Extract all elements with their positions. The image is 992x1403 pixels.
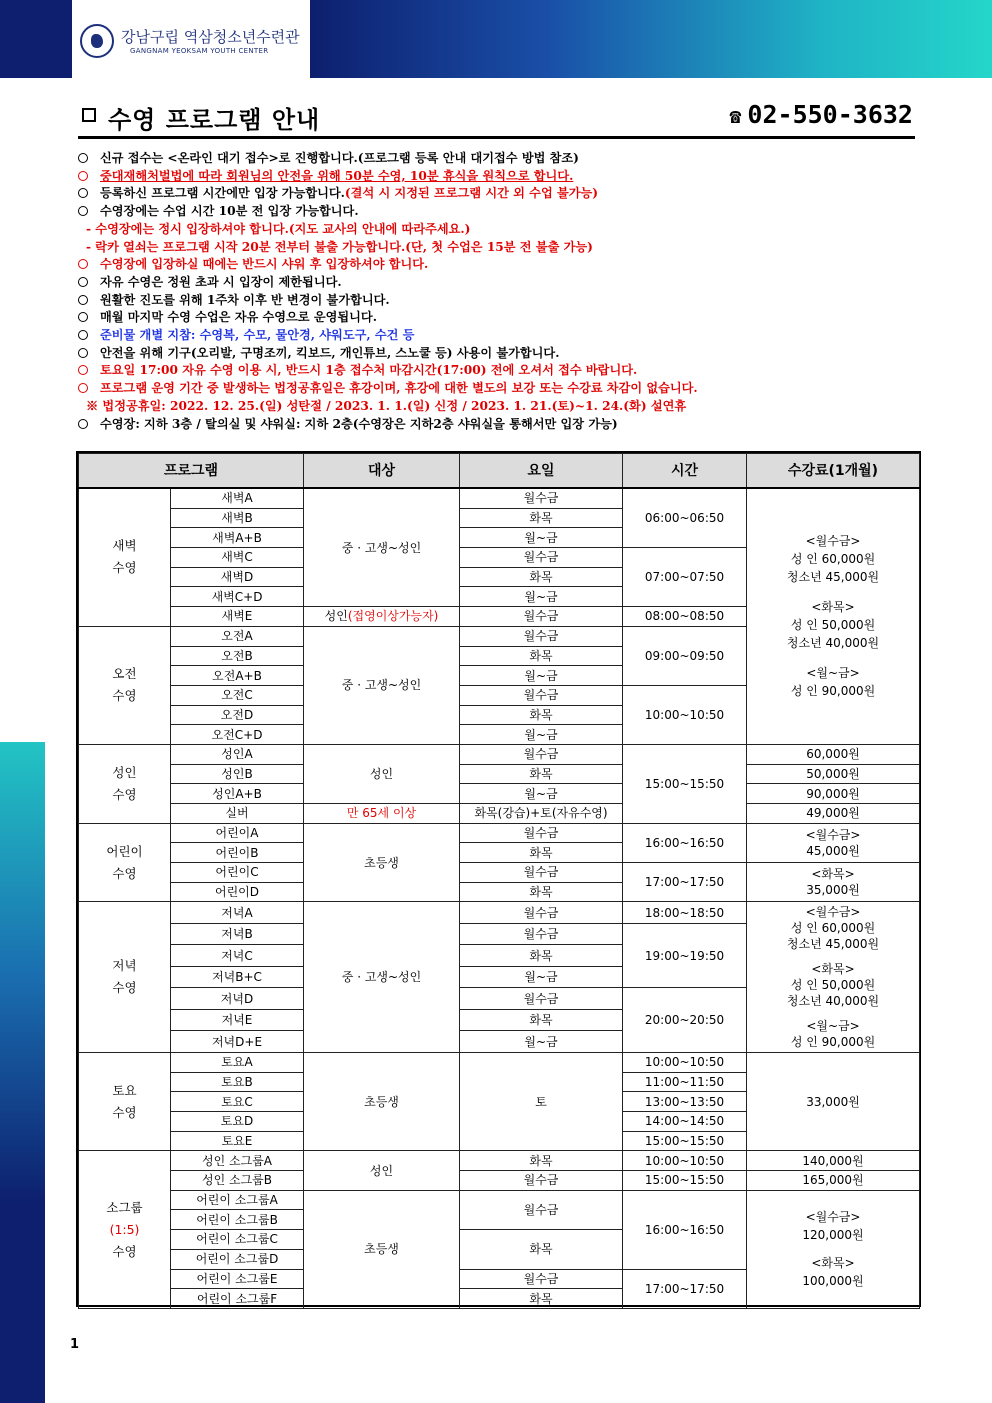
table-cell: 33,000원: [747, 1052, 920, 1150]
table-cell: 새벽E: [171, 607, 304, 627]
notice-item: 중대재해처벌법에 따라 회원님의 안전을 위해 50분 수영, 10분 휴식을 원칙으로 합니다.: [76, 168, 946, 186]
table-cell: 10:00~10:50: [623, 1052, 747, 1072]
table-row: [79, 823, 920, 843]
table-cell: 화목: [460, 945, 623, 967]
circle-bullet-icon: [78, 153, 88, 163]
schedule-table-frame: [76, 451, 921, 1307]
side-gradient-bar: [0, 742, 45, 1403]
table-cell: 화목: [460, 1009, 623, 1031]
table-cell: 월~금: [460, 784, 623, 804]
table-cell: 20:00~20:50: [623, 988, 747, 1053]
table-cell: 165,000원: [747, 1171, 920, 1191]
circle-bullet-icon: [78, 365, 88, 375]
table-cell: 월수금: [460, 902, 623, 924]
table-cell: 11:00~11:50: [623, 1072, 747, 1092]
table-cell: 90,000원: [747, 784, 920, 804]
table-cell: 15:00~15:50: [623, 744, 747, 823]
circle-bullet-icon: [78, 295, 88, 305]
table-cell: 실버: [171, 804, 304, 824]
table-cell: 성인 소그룹A: [171, 1151, 304, 1171]
table-cell: 09:00~09:50: [623, 626, 747, 685]
table-cell: 초등생: [304, 823, 460, 902]
notice-item: 신규 접수는 <온라인 대기 접수>로 진행합니다.(프로그램 등록 안내 대기접수 방법 참조): [76, 150, 946, 168]
table-cell: 19:00~19:50: [623, 923, 747, 988]
table-cell: 화목: [460, 1289, 623, 1309]
table-cell: 월수금: [460, 863, 623, 883]
table-cell: 성인: [304, 1151, 460, 1190]
col-header-target: 대상: [304, 454, 460, 489]
table-cell: 17:00~17:50: [623, 863, 747, 902]
group-adult: 성인 수영: [79, 744, 171, 823]
table-cell: 화목: [460, 567, 623, 587]
table-cell: 화목: [460, 646, 623, 666]
table-cell: 어린이 소그룹F: [171, 1289, 304, 1309]
table-cell: 어린이 소그룹B: [171, 1210, 304, 1230]
page-number: 1: [70, 1337, 80, 1352]
table-cell: 어린이 소그룹A: [171, 1190, 304, 1210]
circle-bullet-icon: [78, 383, 88, 393]
table-cell: 오전B: [171, 646, 304, 666]
table-cell: 월수금: [460, 685, 623, 705]
table-cell: 저녁B+C: [171, 966, 304, 988]
notice-item: 안전을 위해 기구(오리발, 구명조끼, 킥보드, 개인튜브, 스노쿨 등) 사용이 불가합니다.: [76, 345, 946, 363]
notice-item: 준비물 개별 지참: 수영복, 수모, 물안경, 샤워도구, 수건 등: [76, 327, 946, 345]
table-cell: 140,000원: [747, 1151, 920, 1171]
table-cell: 월수금: [460, 1269, 623, 1289]
table-cell: 월수금: [460, 1171, 623, 1191]
notice-subitem: - 수영장에는 정시 입장하셔야 합니다.(지도 교사의 안내에 따라주세요.): [86, 221, 471, 236]
notice-list: [76, 150, 946, 433]
table-cell: 월수금: [460, 988, 623, 1010]
table-cell: 화목: [460, 1230, 623, 1269]
group-morning: 오전 수영: [79, 626, 171, 744]
table-cell: 13:00~13:50: [623, 1092, 747, 1112]
holiday-note: ※ 법정공휴일: 2022. 12. 25.(일) 성탄절 / 2023. 1. 1.(일) 신정 / 2023. 1. 21.(토)~1. 24.(화) 설연휴: [86, 398, 687, 413]
table-cell: 07:00~07:50: [623, 548, 747, 607]
table-cell: 월~금: [460, 1031, 623, 1053]
table-cell: 어린이 소그룹C: [171, 1230, 304, 1250]
fee-cell-evening: <월수금> 성 인 60,000원 청소년 45,000원 <화목> 성 인 50,000원 청소년 40,000원 <월~금> 성 인 90,000원: [747, 902, 920, 1053]
notice-item: 수영장: 지하 3층 / 탈의실 및 샤워실: 지하 2층(수영장은 지하2층 샤워실을 통해서만 입장 가능): [76, 416, 946, 434]
circle-bullet-icon: [78, 312, 88, 322]
circle-bullet-icon: [78, 171, 88, 181]
table-row: [79, 1151, 920, 1171]
circle-bullet-icon: [78, 188, 88, 198]
table-cell: 새벽C+D: [171, 587, 304, 607]
org-name-korean: 강남구립 역삼청소년수련관: [121, 28, 300, 46]
class-name: 새벽A: [171, 488, 304, 508]
table-cell: 월수금: [460, 607, 623, 627]
table-cell: 저녁E: [171, 1009, 304, 1031]
target-cell-experienced: 성인(접영이상가능자): [304, 607, 460, 627]
table-cell: 성인 소그룹B: [171, 1171, 304, 1191]
table-cell: 화목: [460, 764, 623, 784]
notice-item: 프로그램 운영 기간 중 발생하는 법정공휴일은 휴강이며, 휴강에 대한 별도의 보강 또는 수강료 차감이 없습니다.: [76, 380, 946, 398]
center-logo-seal: [80, 24, 114, 58]
table-cell: 49,000원: [747, 804, 920, 824]
time-cell: 06:00~06:50: [623, 488, 747, 548]
table-cell: 새벽C: [171, 548, 304, 568]
table-row: [79, 764, 920, 784]
telephone-icon: ☎: [729, 104, 742, 128]
table-cell: 중 · 고생~성인: [304, 902, 460, 1053]
table-cell: 새벽B: [171, 508, 304, 528]
table-cell: 50,000원: [747, 764, 920, 784]
table-cell: 오전A: [171, 626, 304, 646]
table-cell: 17:00~17:50: [623, 1269, 747, 1308]
table-row: [79, 1190, 920, 1210]
group-evening: 저녁 수영: [79, 902, 171, 1053]
table-cell: 저녁A: [171, 902, 304, 924]
table-cell: 월수금: [460, 626, 623, 646]
table-cell: 초등생: [304, 1052, 460, 1150]
table-cell: 토요E: [171, 1131, 304, 1151]
table-row: [79, 1171, 920, 1191]
table-cell: 08:00~08:50: [623, 607, 747, 627]
table-cell: 어린이 소그룹D: [171, 1249, 304, 1269]
table-cell: 15:00~15:50: [623, 1171, 747, 1191]
group-dawn: 새벽 수영: [79, 488, 171, 626]
col-header-fee: 수강료(1개월): [747, 454, 920, 489]
table-cell: 16:00~16:50: [623, 1190, 747, 1269]
table-cell: 오전C: [171, 685, 304, 705]
table-cell: 토: [460, 1052, 623, 1150]
circle-bullet-icon: [78, 330, 88, 340]
table-cell: 월~금: [460, 587, 623, 607]
table-row: [79, 902, 920, 924]
table-cell: 월수금: [460, 548, 623, 568]
table-cell: 화목: [460, 843, 623, 863]
target-cell: 중 · 고생~성인: [304, 488, 460, 607]
table-cell: 16:00~16:50: [623, 823, 747, 862]
page-title: 수영 프로그램 안내: [108, 106, 321, 134]
table-cell: 새벽D: [171, 567, 304, 587]
table-cell: 어린이B: [171, 843, 304, 863]
table-row: [79, 863, 920, 883]
phone-text: 02-550-3632: [747, 100, 913, 129]
table-cell: 15:00~15:50: [623, 1131, 747, 1151]
header-left-bar: [0, 0, 72, 78]
table-cell: 월수금: [460, 1190, 623, 1229]
table-cell: 저녁C: [171, 945, 304, 967]
table-cell: 토요A: [171, 1052, 304, 1072]
table-cell: 초등생: [304, 1190, 460, 1308]
days-cell: 월수금: [460, 488, 623, 508]
table-cell: 중 · 고생~성인: [304, 626, 460, 744]
table-cell: 화목: [460, 508, 623, 528]
group-saturday: 토요 수영: [79, 1052, 171, 1150]
table-row: [79, 784, 920, 804]
notice-item: 토요일 17:00 자유 수영 이용 시, 반드시 1층 접수처 마감시간(17:00) 전에 오셔서 접수 바랍니다.: [76, 362, 946, 380]
group-child: 어린이 수영: [79, 823, 171, 902]
col-header-days: 요일: [460, 454, 623, 489]
table-cell: 화목: [460, 705, 623, 725]
table-cell: 월~금: [460, 725, 623, 745]
circle-bullet-icon: [78, 348, 88, 358]
table-cell: 오전A+B: [171, 666, 304, 686]
checkbox-square-icon: [82, 108, 96, 122]
org-name-english: GANGNAM YEOKSAM YOUTH CENTER: [130, 47, 269, 55]
schedule-table: [78, 453, 920, 1309]
table-cell: 화목: [460, 1151, 623, 1171]
table-cell: 어린이D: [171, 882, 304, 902]
page-title-row: [78, 100, 915, 134]
group-small: 소그룹 (1:5) 수영: [79, 1151, 171, 1309]
circle-bullet-icon: [78, 259, 88, 269]
table-cell: 성인A: [171, 744, 304, 764]
table-header-row: [79, 454, 920, 489]
notice-item: 원활한 진도를 위해 1주차 이후 반 변경이 불가합니다.: [76, 292, 946, 310]
table-cell: <월수금> 45,000원: [747, 823, 920, 862]
table-cell: 14:00~14:50: [623, 1112, 747, 1132]
table-row: [79, 744, 920, 764]
table-cell: 저녁B: [171, 923, 304, 945]
table-cell: 10:00~10:50: [623, 685, 747, 744]
circle-bullet-icon: [78, 277, 88, 287]
table-row: [79, 1052, 920, 1072]
table-cell: 오전C+D: [171, 725, 304, 745]
table-cell: 성인: [304, 744, 460, 803]
table-cell: 10:00~10:50: [623, 1151, 747, 1171]
table-row: [79, 488, 920, 508]
col-header-time: 시간: [623, 454, 747, 489]
table-cell: 저녁D+E: [171, 1031, 304, 1053]
col-header-program: 프로그램: [79, 454, 304, 489]
table-cell: 월수금: [460, 744, 623, 764]
header-gradient-bar: [310, 0, 992, 78]
phone-number: [729, 100, 913, 129]
table-cell: 월~금: [460, 966, 623, 988]
table-cell: 월~금: [460, 666, 623, 686]
table-cell: 만 65세 이상: [304, 804, 460, 824]
table-cell: 어린이A: [171, 823, 304, 843]
table-cell: 월수금: [460, 823, 623, 843]
table-cell: 토요C: [171, 1092, 304, 1112]
table-cell: 토요B: [171, 1072, 304, 1092]
table-cell: <화목> 35,000원: [747, 863, 920, 902]
fee-cell-dawn-morning: <월수금> 성 인 60,000원 청소년 45,000원 <화목> 성 인 50,000원 청소년 40,000원 <월~금> 성 인 90,000원: [747, 488, 920, 744]
circle-bullet-icon: [78, 206, 88, 216]
circle-bullet-icon: [78, 419, 88, 429]
table-cell: 18:00~18:50: [623, 902, 747, 924]
table-cell: 오전D: [171, 705, 304, 725]
table-cell: 성인A+B: [171, 784, 304, 804]
table-cell: 저녁D: [171, 988, 304, 1010]
table-cell: 토요D: [171, 1112, 304, 1132]
table-cell: 새벽A+B: [171, 528, 304, 548]
table-cell: 어린이C: [171, 863, 304, 883]
table-cell: 60,000원: [747, 744, 920, 764]
notice-subitem: - 락카 열쇠는 프로그램 시작 20분 전부터 불출 가능합니다.(단, 첫 수업은 15분 전 불출 가능): [86, 239, 593, 254]
table-cell: 화목(강습)+토(자유수영): [460, 804, 623, 824]
table-cell: 어린이 소그룹E: [171, 1269, 304, 1289]
table-cell: 월~금: [460, 528, 623, 548]
table-cell: <월수금> 120,000원 <화목> 100,000원: [747, 1190, 920, 1308]
notice-item: 수영장에는 수업 시간 10분 전 입장 가능합니다.: [76, 203, 946, 221]
title-divider: [78, 136, 915, 139]
table-row: [79, 804, 920, 824]
notice-item: 매월 마지막 수영 수업은 자유 수영으로 운영됩니다.: [76, 309, 946, 327]
table-cell: 화목: [460, 882, 623, 902]
table-cell: 성인B: [171, 764, 304, 784]
notice-item: 자유 수영은 정원 초과 시 입장이 제한됩니다.: [76, 274, 946, 292]
notice-item: 등록하신 프로그램 시간에만 입장 가능합니다.(결석 시 지정된 프로그램 시간 외 수업 불가능): [76, 185, 946, 203]
table-cell: 월수금: [460, 923, 623, 945]
notice-item: 수영장에 입장하실 때에는 반드시 샤워 후 입장하셔야 합니다.: [76, 256, 946, 274]
